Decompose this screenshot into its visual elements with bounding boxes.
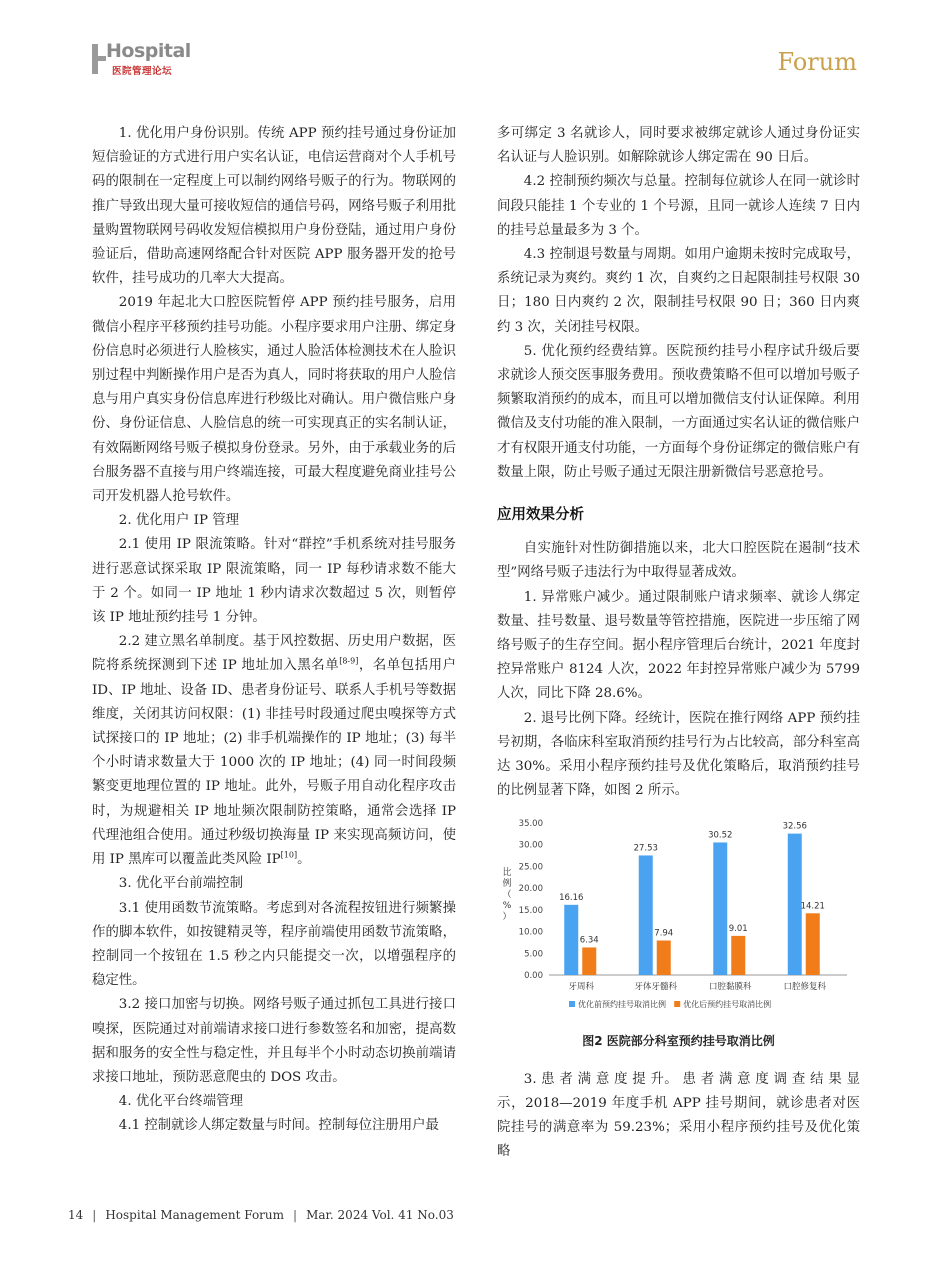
y-axis-label-char: % (502, 901, 512, 912)
journal-name: Hospital Management Forum (105, 1208, 285, 1222)
figure-caption: 图2 医院部分科室预约挂号取消比例 (582, 1034, 775, 1049)
page-footer (68, 1208, 454, 1222)
legend-label: 优化后预约挂号取消比例 (683, 1000, 772, 1010)
y-axis-label-char: ） (502, 912, 512, 923)
paragraph: 4.3 控制退号数量与周期。如用户逾期未按时完成取号，系统记录为爽约。爽约 1 次，自爽约之日起限制挂号权限 30 日；180 日内爽约 2 次，限制挂号权限 90 日；360 日内爽约 3 次，关闭挂号权限。 (497, 247, 860, 335)
bar-before (639, 856, 653, 976)
bar-value-label: 27.53 (633, 843, 658, 854)
page-number: 14 (68, 1208, 84, 1222)
bar-after (582, 948, 596, 976)
bar-value-label: 32.56 (782, 822, 807, 833)
paragraph: 1. 优化用户身份识别。传统 APP 预约挂号通过身份证加短信验证的方式进行用户实名认证，电信运营商对个人手机号码的限制在一定程度上可以制约网络号贩子的行为。物联网的推广导致出现大量可接收短信的通信号码，网络号贩子利用批量购置物联网号码收发短信模拟用户身份登陆，通过用户身份验证后，借助高速网络配合针对医院 APP 服务器开发的抢号软件，挂号成功的几率大大提高。 (92, 126, 456, 287)
logo-subtitle: 医院管理论坛 (112, 66, 173, 77)
footer-separator: | (293, 1208, 298, 1222)
citation: [8-9] (339, 657, 359, 666)
bar-value-label: 9.01 (728, 924, 748, 935)
journal-logo (92, 40, 191, 80)
paragraph: 2019 年起北大口腔医院暂停 APP 预约挂号服务，启用微信小程序平移预约挂号功能。小程序要求用户注册、绑定身份信息时必须进行人脸核实，通过人脸活体检测技术在人脸识别过程中判断操作用户是否为真人，同时将获取的用户人脸信息与用户真实身份信息库进行秒级比对确认。用户微信账户身份、身份证信息、人脸信息的统一可实现真正的实名制认证，有效隔断网络号贩子模拟身份登录。另外，由于承载业务的后台服务器不直接与用户终端连接，可最大程度避免商业挂号公司开发机器人抢号软件。 (92, 295, 456, 505)
figure-chart (497, 811, 860, 1023)
y-tick-label: 20.00 (518, 884, 543, 895)
paragraph: 2. 优化用户 IP 管理 (118, 513, 239, 529)
paragraph: 多可绑定 3 名就诊人，同时要求被绑定就诊人通过身份证实名认证与人脸识别。如解除就诊人绑定需在 90 日后。 (497, 126, 860, 166)
paragraph (92, 630, 456, 872)
bar-after (657, 941, 671, 975)
paragraph: 3. 优化平台前端控制 (118, 876, 243, 892)
bar-chart (497, 811, 860, 1023)
legend-label: 优化前预约挂号取消比例 (578, 1000, 666, 1010)
text-run: ，名单包括用户 ID、IP 地址、设备 ID、患者身份证号、联系人手机号等数据维度，关闭其访问权限：(1) 非挂号时段通过爬虫嗅探等方式试探接口的 IP 地址；(2) 非手机端操作的 IP 地址；(3) 每半个小时请求数量大于 1000 次的 IP 地址；(4) 同一时间段频繁变更地理位置的 IP 地址。此外，号贩子用自动化程序攻击时，为规避相关 IP 地址频次限制防控策略，通常会选择 IP 代理池组合使用。通过秒级切换海量 IP 来实现高频访问，使用 IP 黑库可以覆盖此类风险 IP (92, 658, 457, 868)
y-tick-label: 25.00 (518, 862, 543, 873)
paragraph: 3.2 接口加密与切换。网络号贩子通过抓包工具进行接口嗅探，医院通过对前端请求接口进行参数签名和加密，提高数据和服务的安全性与稳定性，并且每半个小时动态切换前端请求接口地址，预防恶意爬虫的 DOS 攻击。 (92, 997, 456, 1085)
x-tick-label: 口腔修复科 (783, 982, 827, 993)
logo-word: Hospital (106, 40, 191, 62)
paragraph: 4.2 控制预约频次与总量。控制每位就诊人在同一就诊时间段只能挂 1 个专业的 1 个号源，且同一就诊人连续 7 日内的挂号总量最多为 3 个。 (497, 174, 860, 238)
paragraph: 4.1 控制就诊人绑定数量与时间。控制每位注册用户最 (118, 1118, 439, 1134)
issue-info: Mar. 2024 Vol. 41 No.03 (306, 1208, 454, 1222)
paragraph: 2. 退号比例下降。经统计，医院在推行网络 APP 预约挂号初期，各临床科室取消预约挂号行为占比较高，部分科室高达 30%。采用小程序预约挂号及优化策略后，取消预约挂号的比例显著下降，如图 2 所示。 (497, 710, 860, 799)
text-run: 2.2 建立黑名单制度。基于风控数据、历史用户数据，医院将系统探测到下述 IP 地址加入黑名单 (92, 634, 456, 674)
y-tick-label: 0.00 (524, 971, 543, 982)
legend-swatch (569, 1001, 575, 1007)
legend-swatch (674, 1001, 680, 1007)
left-column (92, 122, 456, 1139)
x-tick-label: 牙周科 (568, 982, 595, 993)
bar-before (713, 843, 727, 976)
y-axis-label-char: 例 (502, 879, 512, 890)
paragraph: 自实施针对性防御措施以来，北大口腔医院在遏制“技术型”网络号贩子违法行为中取得显著成效。 (497, 541, 860, 581)
paragraph: 1. 异常账户减少。通过限制账户请求频率、就诊人绑定数量、挂号数量、退号数量等管控措施，医院进一步压缩了网络号贩子的生存空间。据小程序管理后台统计，2021 年度封控异常账户 8124 人次，2022 年封控异常账户减少为 5799 人次，同比下降 28.6%。 (497, 589, 860, 702)
y-tick-label: 30.00 (518, 841, 543, 852)
bar-value-label: 30.52 (708, 830, 733, 841)
paragraph: 5. 优化预约经费结算。医院预约挂号小程序试升级后要求就诊人预交医事服务费用。预收费策略不但可以增加号贩子频繁取消预约的成本，而且可以增加微信支付认证保障。利用微信及支付功能的准入限制，一方面通过实名认证的微信账户才有权限开通支付功能，一方面每个身份证绑定的微信账户有数量上限，防止号贩子通过无限注册新微信号恶意抢号。 (497, 343, 860, 480)
section-heading: 应用效果分析 (497, 507, 584, 524)
footer-separator: | (92, 1208, 97, 1222)
paragraph: 2.1 使用 IP 限流策略。针对“群控”手机系统对挂号服务进行恶意试探采取 IP 限流策略，同一 IP 每秒请求数不能大于 2 个。如同一 IP 地址 1 秒内请求次数超过 5 次，则暂停该 IP 地址预约挂号 1 分钟。 (92, 537, 456, 626)
y-tick-label: 35.00 (518, 819, 543, 830)
bar-after (806, 914, 820, 976)
y-tick-label: 5.00 (524, 949, 543, 960)
paragraph: 3.1 使用函数节流策略。考虑到对各流程按钮进行频繁操作的脚本软件，如按键精灵等，程序前端使用函数节流策略，控制同一个按钮在 1.5 秒之内只能提交一次，以增强程序的稳定性。 (92, 900, 456, 989)
bar-value-label: 7.94 (654, 929, 674, 940)
text-run: 。 (297, 852, 311, 868)
bar-after (731, 936, 745, 975)
paragraph: 3. 患 者 满 意 度 提 升。 患 者 满 意 度 调 查 结 果 显 示，2018—2019 年度手机 APP 挂号期间，就诊患者对医院挂号的满意率为 59.23%；采用小程序预约挂号及优化策略 (497, 1071, 860, 1160)
y-axis-label-char: （ (502, 890, 512, 901)
right-column (497, 122, 860, 1165)
bar-value-label: 14.21 (800, 901, 825, 912)
bar-value-label: 6.34 (579, 935, 599, 946)
y-axis-label-char: 比 (502, 868, 512, 879)
bar-before (564, 905, 578, 975)
y-tick-label: 10.00 (518, 928, 543, 939)
y-tick-label: 15.00 (518, 906, 543, 917)
paragraph: 4. 优化平台终端管理 (118, 1094, 243, 1110)
x-tick-label: 牙体牙髓科 (634, 982, 678, 993)
x-tick-label: 口腔黏膜科 (708, 982, 752, 993)
section-label: Forum (777, 48, 857, 76)
bar-value-label: 16.16 (559, 893, 584, 904)
citation: [10] (280, 850, 298, 860)
